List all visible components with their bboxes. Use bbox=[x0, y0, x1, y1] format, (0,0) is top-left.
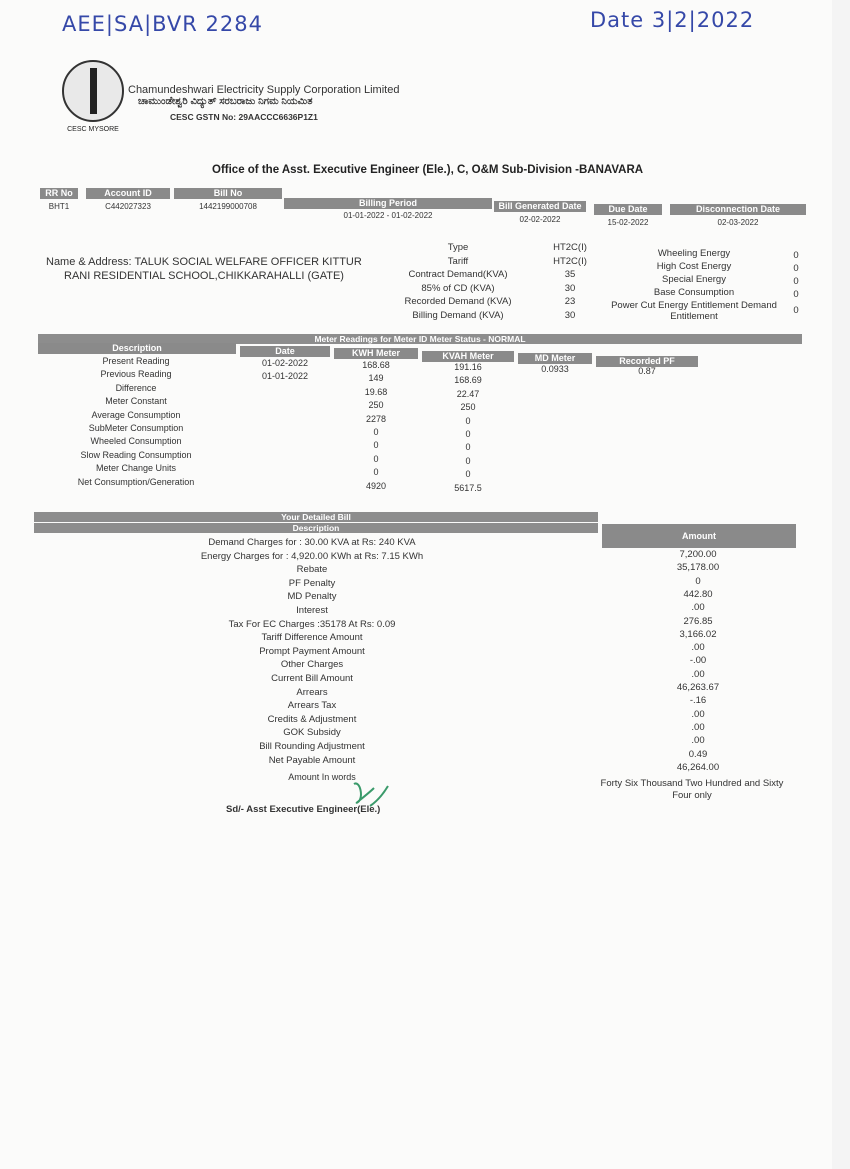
bill-header-label-6: Disconnection Date bbox=[670, 204, 806, 215]
office-title: Office of the Asst. Executive Engineer (Ele.), C, O&M Sub-Division -BANAVARA bbox=[212, 164, 644, 176]
meter-kvah: 0 bbox=[465, 469, 471, 480]
bill-header-value-5: 15-02-2022 bbox=[607, 218, 649, 227]
meter-kwh: 0 bbox=[373, 467, 379, 478]
page-edge bbox=[832, 0, 850, 1169]
bill-header-value-4: 02-02-2022 bbox=[519, 215, 561, 224]
meter-kwh: 168.68 bbox=[362, 360, 390, 370]
bill-desc: MD Penalty bbox=[287, 591, 337, 603]
meter-kwh: 19.68 bbox=[364, 386, 388, 397]
connection-label: 85% of CD (KVA) bbox=[421, 282, 495, 294]
cesc-logo: CESC MYSORE bbox=[62, 60, 124, 122]
energy-label-2: Entitlement bbox=[670, 311, 718, 322]
company-name-kannada: ಚಾಮುಂಡೇಶ್ವರಿ ವಿದ್ಯುತ್ ಸರಬರಾಜು ನಿಗಮ ನಿಯಮಿತ bbox=[138, 96, 313, 107]
energy-value: 0 bbox=[793, 250, 799, 261]
meter-date: 01-02-2022 bbox=[261, 358, 309, 368]
bill-desc: Credits & Adjustment bbox=[267, 713, 357, 725]
meter-kwh: 250 bbox=[368, 400, 384, 411]
bill-desc: Other Charges bbox=[280, 659, 344, 671]
bill-desc: Tariff Difference Amount bbox=[261, 632, 363, 644]
bill-header-label-3: Billing Period bbox=[284, 198, 492, 209]
meter-desc: Slow Reading Consumption bbox=[80, 449, 192, 460]
handwritten-date: Date 3|2|2022 bbox=[590, 8, 755, 32]
meter-col-0: Description bbox=[38, 343, 236, 354]
connection-label: Recorded Demand (KVA) bbox=[404, 296, 512, 307]
connection-label: Type bbox=[447, 242, 469, 253]
bill-amount: .00 bbox=[691, 708, 705, 720]
connection-label: Billing Demand (KVA) bbox=[412, 309, 504, 321]
bill-header-value-6: 02-03-2022 bbox=[717, 218, 759, 227]
meter-kvah: 22.47 bbox=[456, 388, 480, 399]
meter-desc: Net Consumption/Generation bbox=[77, 476, 195, 487]
meter-col-1: Date bbox=[240, 346, 330, 357]
meter-kwh: 0 bbox=[373, 453, 379, 464]
connection-value: HT2C(I) bbox=[553, 242, 587, 253]
bill-amount: -.00 bbox=[689, 655, 707, 667]
bill-amount-header: Amount bbox=[602, 524, 796, 548]
meter-col-3: KVAH Meter bbox=[422, 351, 514, 362]
meter-kvah: 5617.5 bbox=[454, 482, 482, 493]
bill-description-header: Description bbox=[34, 523, 598, 533]
bill-amount: .00 bbox=[691, 735, 705, 747]
bill-desc: Arrears Tax bbox=[287, 700, 337, 712]
connection-value: 35 bbox=[564, 269, 576, 280]
meter-kwh: 0 bbox=[373, 427, 379, 437]
energy-value: 0 bbox=[793, 276, 799, 287]
meter-col-4: MD Meter bbox=[518, 353, 592, 364]
bill-header-label-4: Bill Generated Date bbox=[494, 201, 586, 212]
bill-desc: Net Payable Amount bbox=[268, 754, 356, 766]
bill-desc: Rebate bbox=[296, 564, 328, 576]
meter-desc: Previous Reading bbox=[100, 369, 172, 380]
meter-desc: Meter Change Units bbox=[95, 463, 177, 474]
bill-header-label-5: Due Date bbox=[594, 204, 662, 215]
connection-value: 23 bbox=[564, 296, 576, 307]
energy-label: Base Consumption bbox=[653, 287, 735, 298]
bill-amount: 276.85 bbox=[683, 615, 713, 627]
bill-title: Your Detailed Bill bbox=[34, 512, 598, 522]
bill-desc: Interest bbox=[296, 605, 328, 616]
meter-desc: Meter Constant bbox=[105, 396, 167, 407]
amount-words-line1: Forty Six Thousand Two Hundred and Sixty bbox=[600, 778, 784, 789]
meter-col-2: KWH Meter bbox=[334, 348, 418, 359]
meter-kvah: 168.69 bbox=[454, 375, 482, 386]
bill-desc: Tax For EC Charges :35178 At Rs: 0.09 bbox=[228, 618, 396, 630]
consumer-line1: Name & Address: TALUK SOCIAL WELFARE OFFICER KITTUR bbox=[46, 256, 362, 268]
bill-header-value-2: 1442199000708 bbox=[199, 202, 257, 211]
energy-label: Wheeling Energy bbox=[657, 248, 731, 259]
signature-line: Sd/- Asst Executive Engineer(Ele.) bbox=[226, 804, 381, 815]
bill-desc: Arrears bbox=[296, 686, 328, 698]
consumer-line2: RANI RESIDENTIAL SCHOOL,CHIKKARAHALLI (GATE) bbox=[64, 270, 344, 282]
amount-words-line2: Four only bbox=[672, 790, 712, 801]
connection-label: Contract Demand(KVA) bbox=[408, 269, 508, 280]
bill-amount: 46,263.67 bbox=[676, 682, 720, 693]
bill-desc: Energy Charges for : 4,920.00 KWh at Rs: 7.15 KWh bbox=[200, 550, 424, 562]
energy-value: 0 bbox=[793, 289, 799, 300]
bill-header-label-1: Account ID bbox=[86, 188, 170, 199]
bill-desc: Demand Charges for : 30.00 KVA at Rs: 240 KVA bbox=[208, 537, 416, 548]
energy-value: 0 bbox=[793, 305, 799, 316]
connection-value: HT2C(I) bbox=[553, 255, 587, 267]
meter-kvah: 0 bbox=[465, 429, 471, 439]
meter-title: Meter Readings for Meter ID Meter Status - NORMAL bbox=[38, 334, 802, 344]
meter-pf: 0.87 bbox=[638, 366, 656, 376]
bill-desc: GOK Subsidy bbox=[283, 727, 341, 739]
bill-header-value-3: 01-01-2022 - 01-02-2022 bbox=[343, 211, 433, 220]
meter-kvah: 250 bbox=[460, 402, 476, 413]
meter-kvah: 0 bbox=[465, 442, 471, 453]
connection-label: Tariff bbox=[447, 255, 469, 267]
energy-label: High Cost Energy bbox=[656, 261, 732, 272]
bill-amount: 442.80 bbox=[683, 588, 713, 600]
meter-desc: Average Consumption bbox=[91, 409, 181, 420]
bill-amount: .00 bbox=[691, 642, 705, 654]
bill-amount: 3,166.02 bbox=[679, 628, 717, 640]
meter-date: 01-01-2022 bbox=[261, 371, 309, 382]
meter-kwh: 0 bbox=[373, 440, 379, 451]
company-gstn: CESC GSTN No: 29AACCC6636P1Z1 bbox=[170, 112, 318, 122]
energy-value: 0 bbox=[793, 263, 799, 274]
bill-amount: .00 bbox=[691, 668, 705, 680]
meter-kvah: 191.16 bbox=[454, 362, 482, 372]
bill-desc: Prompt Payment Amount bbox=[259, 645, 365, 657]
connection-value: 30 bbox=[564, 309, 576, 321]
handwritten-reference: AEE|SA|BVR 2284 bbox=[62, 12, 263, 36]
company-name: Chamundeshwari Electricity Supply Corporation Limited bbox=[128, 84, 400, 96]
bill-header-value-0: BHT1 bbox=[48, 202, 70, 211]
meter-desc: Present Reading bbox=[102, 356, 170, 366]
connection-value: 30 bbox=[564, 282, 576, 294]
bill-amount: 0.49 bbox=[688, 748, 708, 760]
bill-header-label-2: Bill No bbox=[174, 188, 282, 199]
energy-label: Special Energy bbox=[662, 274, 726, 285]
bill-amount: .00 bbox=[691, 721, 705, 733]
meter-col-5: Recorded PF bbox=[596, 356, 698, 367]
meter-desc: SubMeter Consumption bbox=[88, 423, 184, 433]
bill-desc: Current Bill Amount bbox=[271, 673, 353, 684]
meter-kvah: 0 bbox=[465, 455, 471, 466]
bill-amount: 35,178.00 bbox=[676, 562, 720, 574]
meter-kwh: 4920 bbox=[365, 480, 387, 491]
bill-amount: -.16 bbox=[689, 695, 707, 707]
bill-header-value-1: C442027323 bbox=[105, 202, 151, 211]
meter-md: 0.0933 bbox=[541, 364, 569, 374]
bill-desc: PF Penalty bbox=[288, 577, 336, 589]
bill-amount: 46,264.00 bbox=[676, 761, 720, 773]
meter-kvah: 0 bbox=[465, 415, 471, 426]
meter-desc: Wheeled Consumption bbox=[90, 436, 182, 447]
energy-label: Power Cut Energy Entitlement Demand bbox=[611, 300, 777, 311]
amount-words-label: Amount In words bbox=[288, 772, 356, 782]
bill-amount: .00 bbox=[691, 602, 705, 614]
meter-desc: Difference bbox=[115, 382, 157, 393]
bill-desc: Bill Rounding Adjustment bbox=[259, 741, 365, 752]
meter-kwh: 2278 bbox=[365, 413, 387, 424]
bill-amount: 7,200.00 bbox=[679, 549, 717, 560]
meter-kwh: 149 bbox=[368, 373, 384, 384]
bill-amount: 0 bbox=[695, 575, 701, 587]
bill-header-label-0: RR No bbox=[40, 188, 78, 199]
